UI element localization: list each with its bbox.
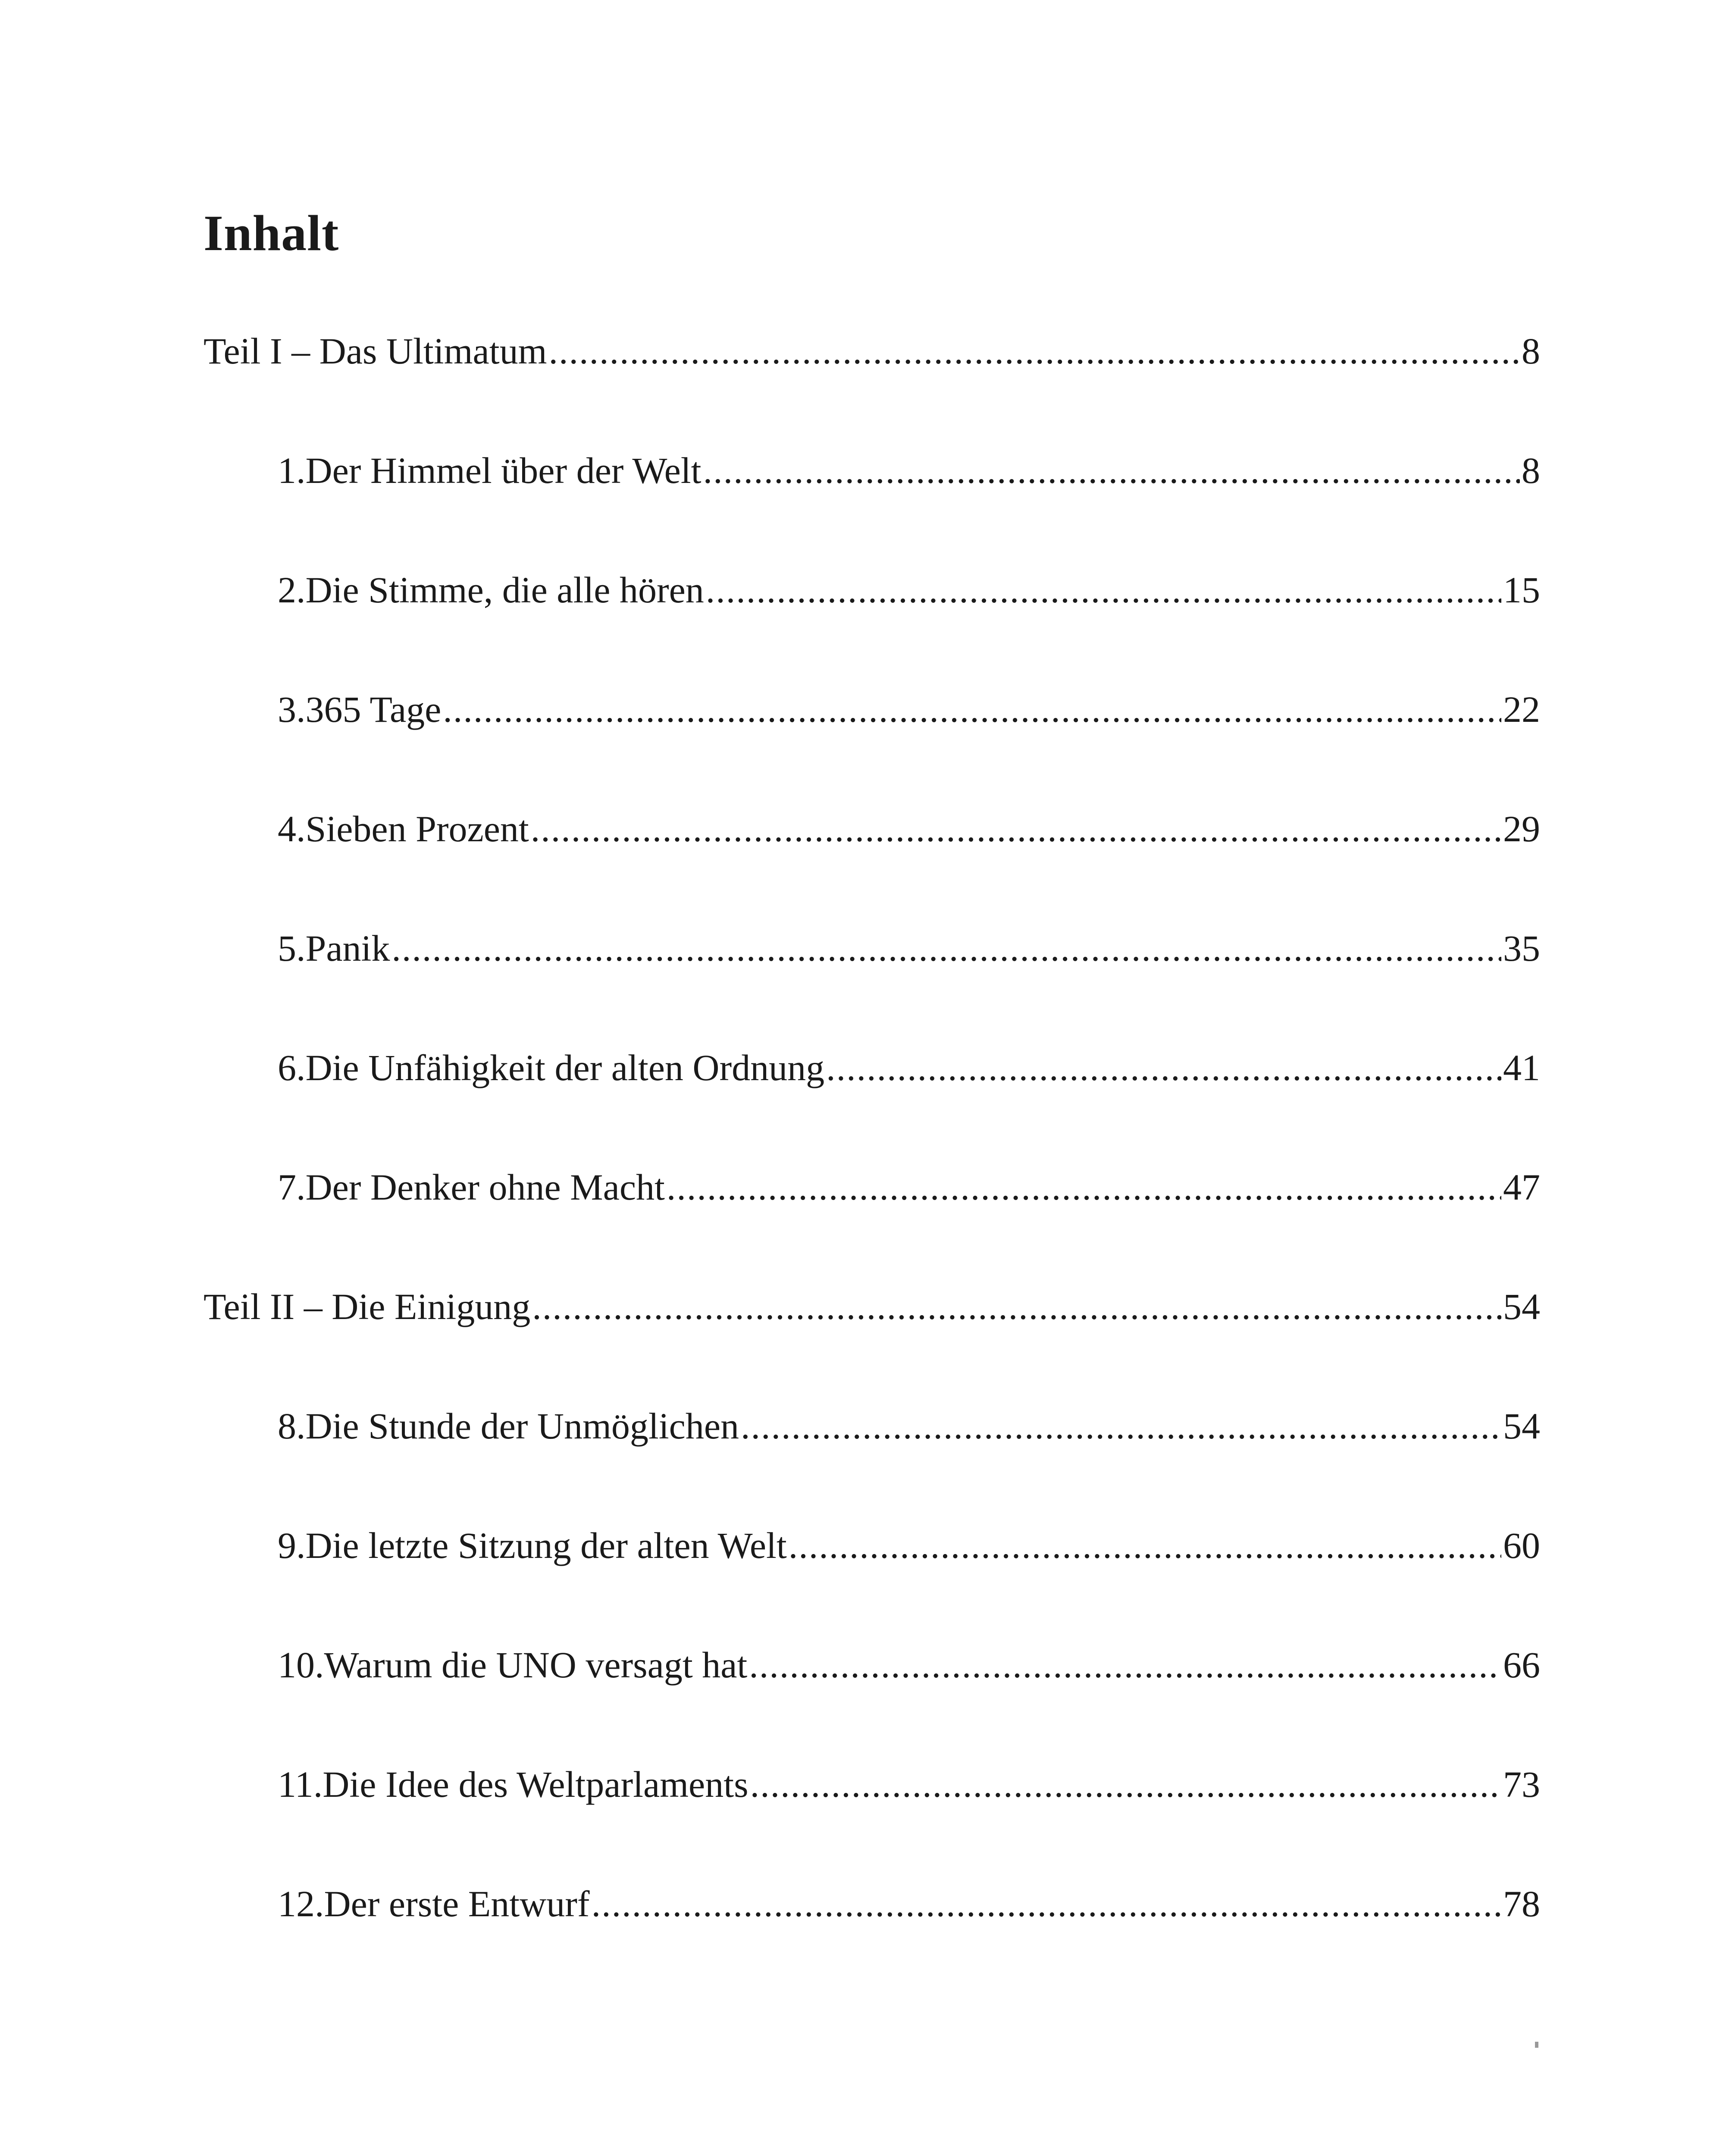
toc-entry-chapter[interactable] [204,1524,1540,1643]
toc-entry-label: 3.365 Tage [278,689,442,730]
toc-entry-chapter[interactable] [204,1046,1540,1166]
toc-entry-chapter[interactable] [204,1882,1540,2002]
toc-dot-leader [531,807,1501,850]
page-mark [1535,2042,1538,2048]
toc-title: Inhalt [204,205,339,261]
toc-dot-leader [532,1285,1501,1328]
toc-entry-label: Teil I – Das Ultimatum [204,330,547,372]
toc-entry-chapter[interactable] [204,1404,1540,1524]
toc-entry-chapter[interactable] [204,1763,1540,1882]
toc-entry-page: 15 [1503,569,1540,611]
toc-entry-chapter[interactable] [204,807,1540,927]
toc-entry-page: 60 [1503,1525,1540,1566]
toc-dot-leader [703,449,1520,492]
toc-entry-page: 78 [1503,1883,1540,1924]
toc-entry-page: 8 [1522,450,1540,491]
toc-entry-label: 1.Der Himmel über der Welt [278,450,702,491]
toc-entry-page: 66 [1503,1644,1540,1686]
toc-entry-label: 7.Der Denker ohne Macht [278,1166,665,1208]
toc-entry-chapter[interactable] [204,1166,1540,1285]
toc-entry-page: 73 [1503,1764,1540,1805]
toc-dot-leader [749,1643,1501,1686]
toc-entry-label: 8.Die Stunde der Unmöglichen [278,1405,739,1447]
toc-entry-label: 10.Warum die UNO versagt hat [278,1644,748,1686]
toc-dot-leader [706,568,1501,611]
toc-list [204,329,1540,2002]
toc-entry-page: 41 [1503,1047,1540,1088]
toc-entry-part[interactable] [204,329,1540,449]
toc-dot-leader [443,688,1501,731]
toc-dot-leader [667,1166,1501,1209]
toc-dot-leader [592,1882,1501,1925]
toc-entry-page: 54 [1503,1405,1540,1447]
toc-dot-leader [750,1763,1501,1806]
toc-dot-leader [549,329,1520,373]
toc-dot-leader [826,1046,1501,1089]
toc-entry-chapter[interactable] [204,927,1540,1046]
toc-entry-chapter[interactable] [204,568,1540,688]
toc-entry-label: Teil II – Die Einigung [204,1286,531,1327]
toc-entry-page: 47 [1503,1166,1540,1208]
toc-dot-leader [789,1524,1501,1567]
toc-entry-page: 35 [1503,928,1540,969]
toc-entry-page: 54 [1503,1286,1540,1327]
toc-dot-leader [392,927,1501,970]
toc-entry-chapter[interactable] [204,1643,1540,1763]
toc-entry-page: 29 [1503,808,1540,849]
toc-dot-leader [741,1404,1501,1448]
toc-entry-label: 11.Die Idee des Weltparlaments [278,1764,749,1805]
toc-entry-label: 2.Die Stimme, die alle hören [278,569,704,611]
toc-entry-label: 9.Die letzte Sitzung der alten Welt [278,1525,787,1566]
toc-entry-label: 6.Die Unfähigkeit der alten Ordnung [278,1047,825,1088]
toc-entry-chapter[interactable] [204,449,1540,568]
toc-entry-part[interactable] [204,1285,1540,1404]
toc-entry-page: 22 [1503,689,1540,730]
toc-entry-chapter[interactable] [204,688,1540,807]
toc-entry-label: 12.Der erste Entwurf [278,1883,590,1924]
toc-entry-label: 4.Sieben Prozent [278,808,529,849]
toc-entry-label: 5.Panik [278,928,390,969]
toc-entry-page: 8 [1522,330,1540,372]
